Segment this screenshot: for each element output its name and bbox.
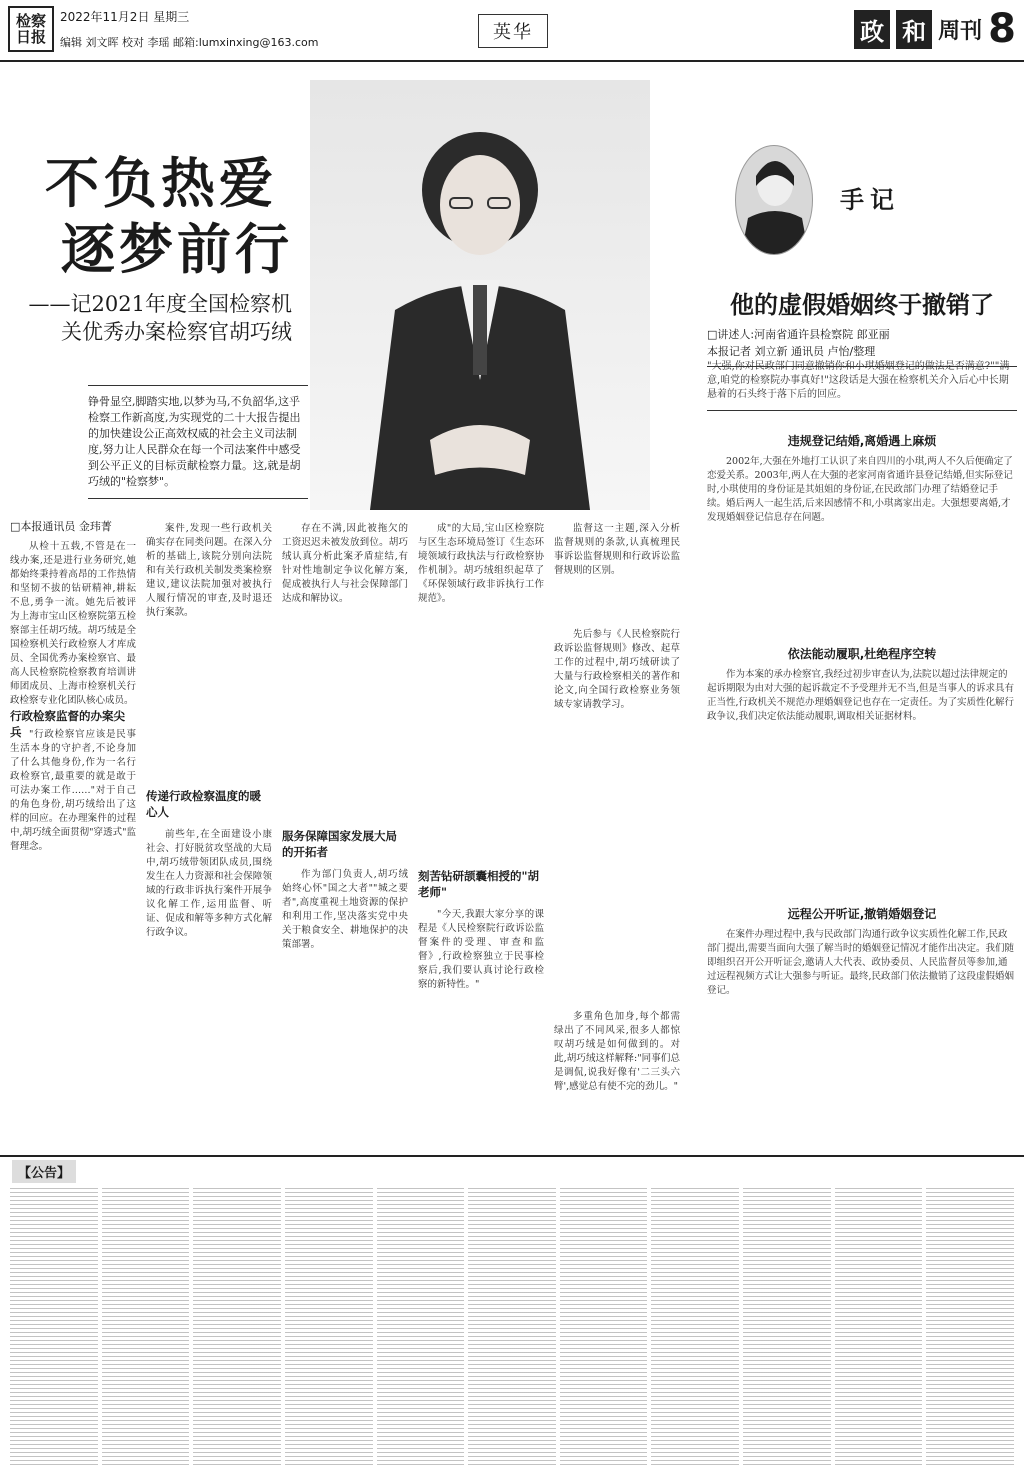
notice-column bbox=[377, 1185, 465, 1465]
issue-date: 2022年11月2日 星期三 bbox=[60, 10, 190, 24]
article-column-3b: 作为部门负责人,胡巧绒始终心怀"国之大者""城之要者",高度重视土地资源的保护和利用工作,坚决落实党中央关于粮食安全、耕地保护的决策部署。 bbox=[282, 869, 408, 950]
handnote-section-2: 作为本案的承办检察官,我经过初步审查认为,法院以超过法律规定的起诉期限为由对大强的起诉裁定不予受理并无不当,但是当事人的诉求具有正当性,行政机关不规范办理婚姻登记也存在一定责任。为了实质性化解行政争议,我们决定依法能动履职,调取相关证据材料。 bbox=[707, 669, 1015, 722]
notice-heading: 【公告】 bbox=[12, 1160, 76, 1183]
article-column-4b: "今天,我跟大家分享的课程是《人民检察院行政诉讼监督案件的受理、审查和监督》,行政检察独立于民事检察后,我们要认真讨论行政检察的新特性。" bbox=[418, 909, 544, 990]
person-icon bbox=[736, 146, 813, 255]
headline-line-2: 逐梦前行 bbox=[61, 217, 293, 281]
notice-column bbox=[926, 1185, 1014, 1465]
notice-column bbox=[468, 1185, 556, 1465]
portrait-photo bbox=[310, 80, 650, 510]
person-illustration-icon bbox=[310, 80, 650, 510]
article-subheading-3: 服务保障国家发展大局的开拓者 bbox=[282, 829, 397, 859]
article-column-1b: "行政检察官应该是民事生活本身的守护者,不论身加了什么其他身份,作为一名行政检察官,最重要的就是敢于可法办案工作……"对于自己的角色身份,胡巧绒给出了这样的回应。在办理案件的过程中,胡巧绒全面贯彻"穿透式"监督理念。 bbox=[10, 729, 136, 852]
notice-columns bbox=[10, 1185, 1014, 1465]
editor-credits: 编辑 刘文晖 校对 李瑶 邮箱:lumxinxing@163.com bbox=[60, 36, 319, 49]
article-subheading-2: 传递行政检察温度的暖心人 bbox=[146, 789, 261, 819]
notice-column bbox=[102, 1185, 190, 1465]
article-subheading-4: 刻苦钻研颉囊相授的"胡老师" bbox=[418, 869, 539, 899]
notice-column bbox=[835, 1185, 923, 1465]
notice-column bbox=[560, 1185, 648, 1465]
feature-headline bbox=[45, 150, 293, 282]
handnote-label: 手记 bbox=[840, 185, 900, 214]
column-tag: 英华 bbox=[478, 14, 548, 48]
notice-column bbox=[193, 1185, 281, 1465]
handnote-subheading-3: 远程公开听证,撤销婚姻登记 bbox=[787, 907, 937, 921]
newspaper-logo: 检察日报 bbox=[8, 6, 54, 52]
article-column-2: 案件,发现一些行政机关确实存在同类问题。在深入分析的基础上,该院分别向法院和有关行政机关制发类案检察建议,建议法院加强对被执行人履行情况的审查,及时退还执行案款。 bbox=[146, 523, 272, 618]
headline-line-1: 不负热爱 bbox=[45, 151, 277, 215]
notice-column bbox=[651, 1185, 739, 1465]
handnote-title: 他的虚假婚姻终于撤销了 bbox=[730, 290, 994, 319]
feature-intro: 铮骨显空,脚踏实地,以梦为马,不负韶华,这乎检察工作新高度,为实现党的二十大报告提出的加快建设公正高效权威的社会主义司法制度,努力让人民群众在每一个司法案件中感受到公平正义的目标贡献检察力量。这,就是胡巧绒的"检察梦"。 bbox=[88, 385, 308, 499]
masthead bbox=[0, 0, 1024, 62]
article-column-1: 从检十五载,不管是在一线办案,还是进行业务研究,她都始终秉持着高昂的工作热情和坚韧不拔的钻研精神,耕耘不息,勇争一流。她先后被评为上海市宝山区检察院第五检察部主任胡巧绒。胡巧绒是全国检察机关行政检察人才库成员、全国优秀办案检察官、最高人民检察院检察教育培训讲师团成员、上海市检察机关行政检察专业化团队核心成员。 bbox=[10, 541, 136, 705]
feature-subtitle: ——记2021年度全国检察机关优秀办案检察官胡巧绒 bbox=[28, 292, 292, 344]
notice-column bbox=[285, 1185, 373, 1465]
article-column-4: 成"的大局,宝山区检察院与区生态环境局签订《生态环境领域行政执法与行政检察协作机制》。胡巧绒组织起草了《环保领域行政非诉执行工作规范》。 bbox=[418, 523, 544, 604]
article-column-3: 存在不满,因此被拖欠的工资迟迟未被发放到位。胡巧绒认真分析此案矛盾症结,有针对性地制定争议化解方案,促成被执行人与社会保障部门达成和解协议。 bbox=[282, 523, 408, 604]
handnote-section-3: 在案件办理过程中,我与民政部门沟通行政争议实质性化解工作,民政部门提出,需要当面向大强了解当时的婚姻登记情况才能作出决定。我们随即组织召开公开听证会,邀请人大代表、政协委员、人民监督员等参加,通过远程视频方式让大强参与听证。最终,民政部门依法撤销了这段虚假婚姻登记。 bbox=[707, 929, 1015, 996]
article-subheading-1: 行政检察监督的办案尖兵 bbox=[10, 709, 125, 739]
page-number: 8 bbox=[988, 6, 1016, 52]
article-column-5: 监督这一主题,深入分析监督规则的条款,认真梳理民事诉讼监督规则和行政诉讼监督规则的区别。 bbox=[554, 523, 680, 576]
feature-byline: □本报通讯员 金玮菁 bbox=[10, 520, 112, 533]
weekly-char-he: 和 bbox=[896, 10, 932, 49]
handnote-reporter: 本报记者 刘立新 通讯员 卢怡/整理 bbox=[707, 345, 876, 358]
notice-column bbox=[10, 1185, 98, 1465]
article-column-2b: 前些年,在全面建设小康社会、打好脱贫攻坚战的大局中,胡巧绒带领团队成员,围绕发生在人力资源和社会保障领域的行政非诉执行案件开展争议化解工作,运用监督、听证、促成和解等多种方式化解行政争议。 bbox=[146, 829, 272, 938]
handnote-subheading-1: 违规登记结婚,离婚遇上麻烦 bbox=[787, 434, 937, 448]
handnote-speaker: □讲述人:河南省通许县检察院 郎亚丽 bbox=[707, 328, 890, 341]
weekly-title bbox=[854, 6, 1016, 52]
weekly-label: 周刊 bbox=[938, 17, 983, 44]
article-column-5c: 多重角色加身,每个都需绿出了不同风采,很多人都惊叹胡巧绒是如何做到的。对此,胡巧绒这样解释:"同事们总是调侃,说我好像有'二三头六臂',感觉总有使不完的劲儿。" bbox=[554, 1011, 680, 1092]
narrator-avatar bbox=[735, 145, 813, 255]
weekly-char-zheng: 政 bbox=[854, 10, 890, 49]
handnote-section-1: 2002年,大强在外地打工认识了来自四川的小琪,两人不久后便确定了恋爱关系。2003年,两人在大强的老家河南省通许县登记结婚,但实际登记时,小琪使用的身份证是其姐姐的身份证,在民政部门办理了结婚登记手续。婚后两人一起生活,后来因感情不和,小琪离家出走。大强想要离婚,才发现婚姻登记信息存在问题。 bbox=[707, 456, 1013, 523]
handnote-subheading-2: 依法能动履职,杜绝程序空转 bbox=[787, 647, 937, 661]
handnote-quote: "大强,你对民政部门同意撤销你和小琪婚姻登记的做法是否满意?""满意,咱党的检察院办事真好!"这段话是大强在检察机关介入后心中长期悬着的石头终于落下后的回应。 bbox=[707, 360, 1017, 411]
article-column-5b: 先后参与《人民检察院行政诉讼监督规则》修改、起草工作的过程中,胡巧绒研读了大量与行政检察相关的著作和论文,向全国行政检察业务领域专家请教学习。 bbox=[554, 629, 680, 710]
notice-column bbox=[743, 1185, 831, 1465]
